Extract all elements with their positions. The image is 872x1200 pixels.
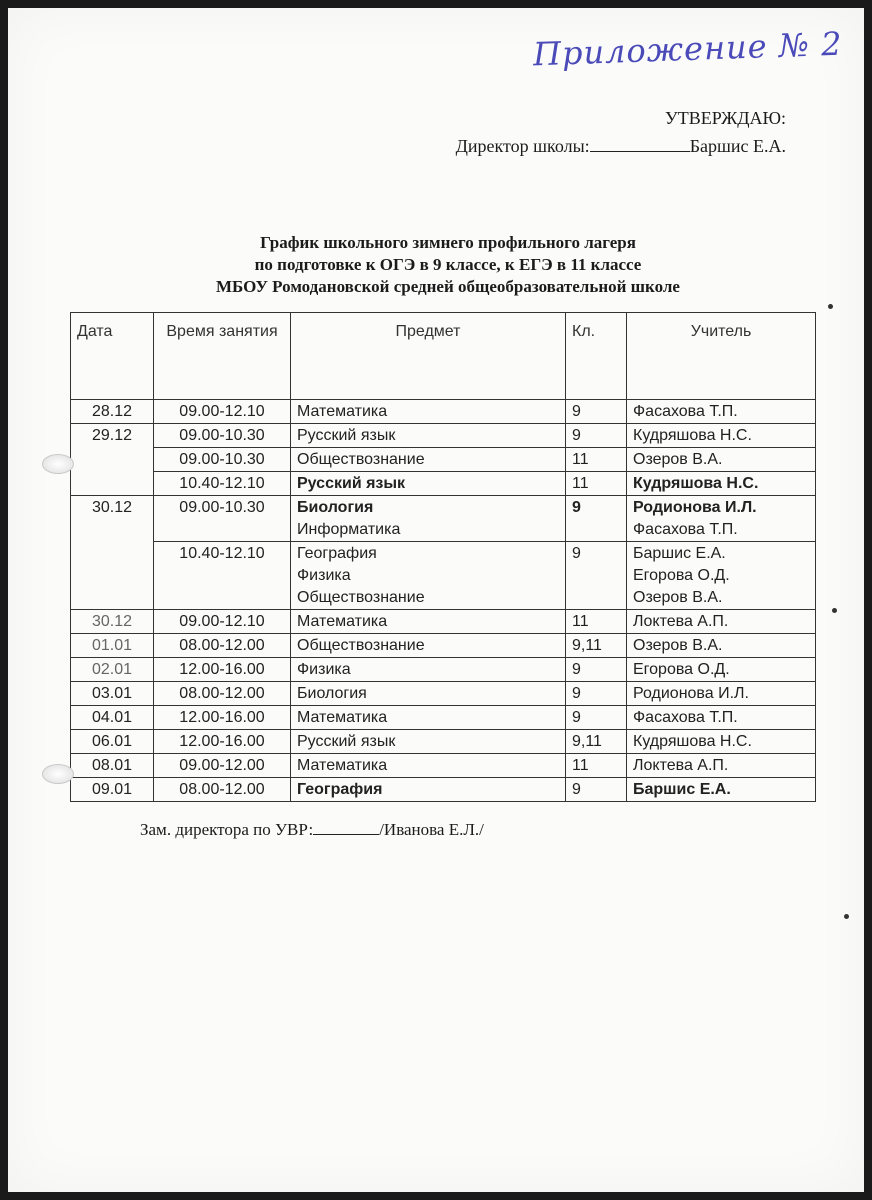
cell-teacher-multi (627, 496, 816, 542)
scan-speck (844, 914, 849, 919)
cell-date: 01.01 (71, 634, 154, 658)
table-row (71, 610, 816, 634)
cell-grade: 11 (566, 754, 627, 778)
signature-blank (590, 137, 690, 152)
cell-time: 09.00-12.10 (154, 610, 291, 634)
cell-date: 30.12 (71, 610, 154, 634)
subject-line: Информатика (297, 521, 401, 538)
cell-time: 09.00-10.30 (154, 424, 291, 448)
cell-teacher: Локтева А.П. (627, 610, 816, 634)
cell-subject-multi (291, 542, 566, 610)
cell-grade: 9 (566, 496, 627, 542)
document-title (108, 232, 788, 298)
header-grade: Кл. (566, 313, 627, 400)
cell-time: 08.00-12.00 (154, 778, 291, 802)
cell-time: 12.00-16.00 (154, 706, 291, 730)
table-row (71, 472, 816, 496)
table-row (71, 400, 816, 424)
signature-blank (313, 820, 379, 835)
cell-teacher: Локтева А.П. (627, 754, 816, 778)
table-row (71, 634, 816, 658)
table-row (71, 424, 816, 448)
cell-grade: 9 (566, 542, 627, 610)
table-row (71, 448, 816, 472)
cell-teacher: Егорова О.Д. (627, 658, 816, 682)
cell-subject: Математика (291, 400, 566, 424)
table-row (71, 754, 816, 778)
cell-teacher: Баршис Е.А. (627, 778, 816, 802)
cell-grade: 11 (566, 610, 627, 634)
cell-time: 09.00-10.30 (154, 496, 291, 542)
table-row (71, 730, 816, 754)
cell-date: 08.01 (71, 754, 154, 778)
cell-date: 06.01 (71, 730, 154, 754)
cell-teacher-multi (627, 542, 816, 610)
cell-date: 03.01 (71, 682, 154, 706)
deputy-label: Зам. директора по УВР: (140, 820, 314, 839)
binder-hole (42, 764, 74, 784)
subject-line: Физика (297, 567, 351, 584)
table-header-row (71, 313, 816, 400)
cell-subject: Обществознание (291, 448, 566, 472)
cell-time: 10.40-12.10 (154, 472, 291, 496)
cell-time: 12.00-16.00 (154, 658, 291, 682)
cell-subject: Русский язык (291, 472, 566, 496)
cell-grade: 9 (566, 658, 627, 682)
subject-line: Обществознание (297, 589, 425, 606)
director-name: Баршис Е.А. (689, 136, 786, 156)
cell-grade: 9 (566, 424, 627, 448)
cell-subject: Обществознание (291, 634, 566, 658)
cell-time: 09.00-12.10 (154, 400, 291, 424)
cell-subject: Биология (291, 682, 566, 706)
title-line-1: График школьного зимнего профильного лагеря (260, 233, 636, 252)
cell-subject: География (291, 778, 566, 802)
cell-date: 29.12 (71, 424, 154, 496)
cell-teacher: Кудряшова Н.С. (627, 472, 816, 496)
header-time: Время занятия (154, 313, 291, 400)
schedule-table (70, 312, 816, 802)
cell-subject: Русский язык (291, 730, 566, 754)
cell-grade: 9,11 (566, 730, 627, 754)
table-row (71, 658, 816, 682)
teacher-line: Егорова О.Д. (633, 567, 730, 584)
director-signature-line (456, 132, 786, 160)
deputy-name: /Иванова Е.Л./ (379, 820, 484, 839)
cell-teacher: Озеров В.А. (627, 634, 816, 658)
scan-speck (832, 608, 837, 613)
cell-teacher: Фасахова Т.П. (627, 400, 816, 424)
teacher-line: Баршис Е.А. (633, 545, 726, 562)
cell-subject: Математика (291, 610, 566, 634)
cell-grade: 9 (566, 400, 627, 424)
cell-date: 30.12 (71, 496, 154, 610)
cell-grade: 9 (566, 682, 627, 706)
cell-time: 09.00-10.30 (154, 448, 291, 472)
binder-hole (42, 454, 74, 474)
cell-time: 09.00-12.00 (154, 754, 291, 778)
cell-date: 02.01 (71, 658, 154, 682)
cell-grade: 11 (566, 472, 627, 496)
approval-heading: УТВЕРЖДАЮ: (664, 108, 786, 128)
cell-subject: Математика (291, 706, 566, 730)
approval-block (456, 104, 786, 160)
cell-time: 10.40-12.10 (154, 542, 291, 610)
cell-subject: Математика (291, 754, 566, 778)
cell-teacher: Родионова И.Л. (627, 682, 816, 706)
teacher-line: Родионова И.Л. (633, 499, 757, 516)
cell-subject-multi (291, 496, 566, 542)
cell-date: 04.01 (71, 706, 154, 730)
cell-subject: Физика (291, 658, 566, 682)
header-subject: Предмет (291, 313, 566, 400)
table-row (71, 682, 816, 706)
table-row (71, 706, 816, 730)
cell-subject: Русский язык (291, 424, 566, 448)
cell-grade: 11 (566, 448, 627, 472)
title-line-3: МБОУ Ромодановской средней общеобразовательной школе (216, 277, 680, 296)
cell-teacher: Фасахова Т.П. (627, 706, 816, 730)
scan-speck (828, 304, 833, 309)
handwritten-annex-note: Приложение № 2 (532, 24, 844, 74)
teacher-line: Фасахова Т.П. (633, 521, 738, 538)
cell-time: 08.00-12.00 (154, 634, 291, 658)
teacher-line: Озеров В.А. (633, 589, 723, 606)
table-row (71, 542, 816, 610)
document-sheet (8, 8, 864, 1192)
cell-teacher: Кудряшова Н.С. (627, 730, 816, 754)
deputy-signature (140, 820, 484, 840)
table-row (71, 496, 816, 542)
cell-grade: 9 (566, 778, 627, 802)
cell-teacher: Озеров В.А. (627, 448, 816, 472)
director-label: Директор школы: (455, 136, 590, 156)
title-line-2: по подготовке к ОГЭ в 9 классе, к ЕГЭ в 11 классе (254, 255, 642, 274)
cell-date: 09.01 (71, 778, 154, 802)
cell-grade: 9 (566, 706, 627, 730)
header-teacher: Учитель (627, 313, 816, 400)
cell-teacher: Кудряшова Н.С. (627, 424, 816, 448)
subject-line: Биология (297, 499, 374, 516)
subject-line: География (297, 545, 377, 562)
cell-date: 28.12 (71, 400, 154, 424)
header-date: Дата (71, 313, 154, 400)
cell-time: 12.00-16.00 (154, 730, 291, 754)
table-row (71, 778, 816, 802)
cell-time: 08.00-12.00 (154, 682, 291, 706)
cell-grade: 9,11 (566, 634, 627, 658)
